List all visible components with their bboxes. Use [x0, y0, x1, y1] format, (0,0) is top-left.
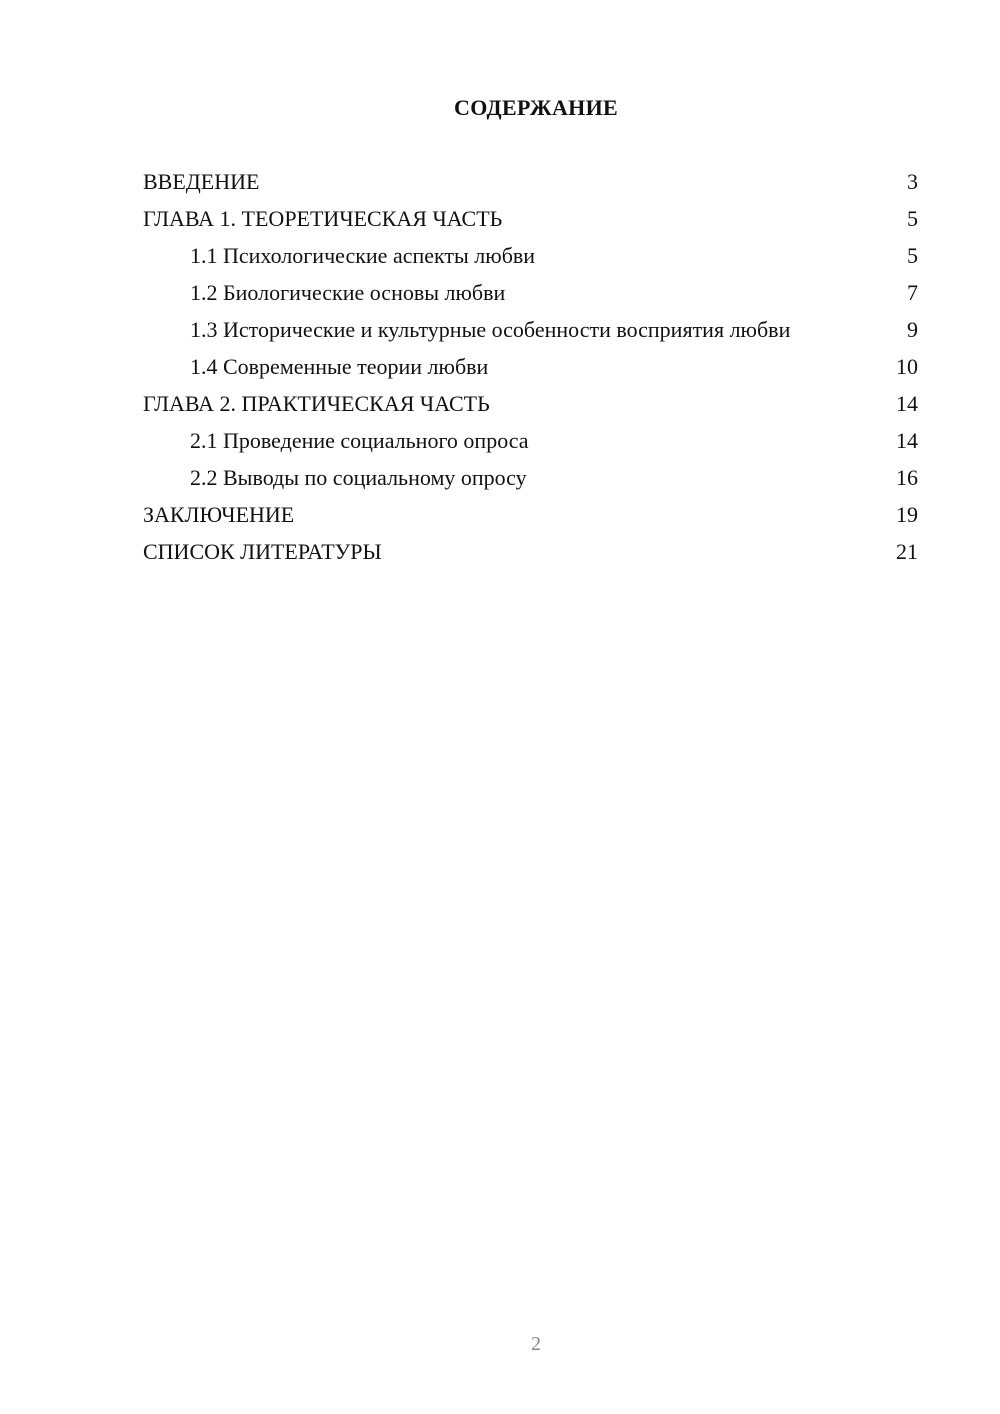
toc-entry-chapter-1[interactable] [143, 205, 918, 232]
toc-entry-page: 19 [896, 502, 918, 527]
toc-entry-page: 14 [896, 391, 918, 416]
toc-entry-page: 3 [907, 169, 918, 194]
toc-entry-page: 5 [907, 206, 918, 231]
toc-entry-label: 1.1 Психологические аспекты любви [190, 243, 536, 268]
table-of-contents [143, 168, 918, 575]
toc-entry-label: ВВЕДЕНИЕ [143, 169, 260, 194]
toc-entry-label: ЗАКЛЮЧЕНИЕ [143, 502, 295, 527]
toc-entry-label: 2.2 Выводы по социальному опросу [190, 465, 527, 490]
toc-entry-chapter-2[interactable] [143, 390, 918, 417]
toc-entry-section-1-1[interactable] [143, 242, 918, 269]
toc-entry-label: СПИСОК ЛИТЕРАТУРЫ [143, 539, 382, 564]
toc-entry-section-1-3[interactable] [143, 316, 918, 343]
page-number: 2 [531, 1333, 541, 1355]
toc-title: СОДЕРЖАНИЕ [454, 95, 618, 120]
toc-entry-introduction[interactable] [143, 168, 918, 195]
toc-entry-label: 1.2 Биологические основы любви [190, 280, 506, 305]
toc-entry-bibliography[interactable] [143, 538, 918, 565]
toc-entry-section-2-1[interactable] [143, 427, 918, 454]
toc-entry-page: 16 [896, 465, 918, 490]
toc-entry-section-2-2[interactable] [143, 464, 918, 491]
toc-entry-page: 9 [907, 317, 918, 342]
toc-entry-label: ГЛАВА 2. ПРАКТИЧЕСКАЯ ЧАСТЬ [143, 391, 490, 416]
toc-entry-conclusion[interactable] [143, 501, 918, 528]
toc-entry-label: 1.4 Современные теории любви [190, 354, 489, 379]
toc-entry-page: 10 [896, 354, 918, 379]
toc-entry-page: 21 [896, 539, 918, 564]
toc-entry-label: 1.3 Исторические и культурные особенности восприятия любви [190, 317, 791, 342]
toc-entry-section-1-4[interactable] [143, 353, 918, 380]
toc-entry-page: 5 [907, 243, 918, 268]
toc-entry-label: 2.1 Проведение социального опроса [190, 428, 529, 453]
toc-entry-label: ГЛАВА 1. ТЕОРЕТИЧЕСКАЯ ЧАСТЬ [143, 206, 503, 231]
toc-entry-page: 7 [907, 280, 918, 305]
toc-entry-section-1-2[interactable] [143, 279, 918, 306]
toc-entry-page: 14 [896, 428, 918, 453]
